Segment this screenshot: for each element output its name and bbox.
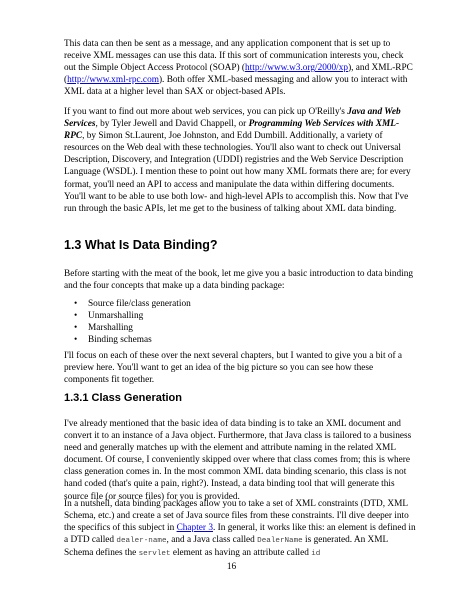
code-servlet: servlet <box>138 550 171 559</box>
code-dealername-class: DealerName <box>257 537 303 546</box>
paragraph-nutshell <box>64 498 416 560</box>
book-title-programming-web-services: Programming Web Services with XML-RPC <box>64 119 400 142</box>
bullet-icon: • <box>74 299 78 309</box>
paragraph-text: This data can then be sent as a message, and any application component that is set up to receive XML messages can use this data. If this sort of communication interests you, check out the Simple Object Access Protocol (SOAP) ( <box>64 39 404 74</box>
heading-class-generation: 1.3.1 Class Generation <box>64 392 182 404</box>
bullet-icon: • <box>74 335 78 346</box>
paragraph-soap-xmlrpc <box>64 38 416 98</box>
list-item-text: Unmarshalling <box>88 311 144 322</box>
list-item-text: Source file/class generation <box>88 299 191 309</box>
paragraph-text: , by Simon St.Laurent, Joe Johnston, and Edd Dumbill. Additionally, a variety of resources on the Web deal with these technologies. You'll also want to check out Universal Description, Discovery, and Integration (UDDI) registries and the Web Service Description Language (WSDL). I mention these to point out how many XML formats there are; for every format, you'll need an API to access and manipulate the data within differing documents. You'll want to be able to use both low- and high-level APIs to accomplish this. Now that I've run through the basic APIs, let me get to the business of talking about XML data binding. <box>64 131 411 214</box>
paragraph-text: ). Both offer XML-based messaging and allow you to interact with XML data at a higher level than SAX or object-based APIs. <box>64 75 408 98</box>
link-chapter-3[interactable]: Chapter 3 <box>176 523 213 534</box>
paragraph-text: In a nutshell, data binding packages allow you to take a set of XML constraints (DTD, XML Schema, etc.) and create a set of Java source files from these constraints. I'll dive deeper into the specifics of this subject in <box>64 499 409 534</box>
paragraph-text: If you want to find out more about web services, you can pick up O'Reilly's <box>64 107 348 117</box>
bullet-icon: • <box>74 311 78 322</box>
list-item-text: Binding schemas <box>88 335 152 346</box>
link-xml-rpc[interactable]: http://www.xml-rpc.com <box>67 75 159 86</box>
paragraph-text: is generated. An XML Schema defines the <box>64 535 388 559</box>
paragraph-text: element as having an attribute called <box>170 548 312 559</box>
list-item-text: Marshalling <box>88 323 133 334</box>
paragraph-class-generation: I've already mentioned that the basic idea of data binding is to take an XML document and convert it to an instance of a Java object. Furthermore, that Java class is tailored to a business need and generally matches up with the element and attribute naming in the related XML document. Of course, I conveniently skipped over where that class comes from; this is where class generation comes in. In the most common XML data binding scenario, this class is not hand coded (that's quite a pain, right?). Instead, a data binding tool that will generate this source file (or source files) for you is provided. <box>64 419 412 502</box>
page-number: 16 <box>226 562 237 572</box>
paragraph-web-services <box>64 106 416 215</box>
list-item <box>64 298 364 310</box>
code-dealer-name: dealer-name <box>116 537 167 546</box>
paragraph-text: ), and XML-RPC ( <box>64 63 413 86</box>
bullet-icon: • <box>74 323 78 334</box>
paragraph-preview: I'll focus on each of these over the next several chapters, but I wanted to give you a bit of a preview here. You'll want to get an idea of the big picture so you can see how these components fit together. <box>64 351 403 386</box>
link-w3-xp[interactable]: http://www.w3.org/2000/xp <box>245 63 349 74</box>
book-title-java-web-services: Java and Web Services <box>64 107 401 130</box>
paragraph-intro-data-binding: Before starting with the meat of the book, let me give you a basic introduction to data binding and the four concepts that make up a data binding package: <box>64 269 414 292</box>
paragraph-text: . In general, it works like this: an element is defined in a DTD called <box>64 523 416 546</box>
paragraph-text: , and a Java class called <box>166 535 258 546</box>
heading-what-is-data-binding: 1.3 What Is Data Binding? <box>64 238 218 252</box>
concept-list <box>64 298 364 346</box>
paragraph-text: , by Tyler Jewell and David Chappell, or <box>95 119 249 130</box>
list-item <box>64 334 364 346</box>
list-item <box>64 310 364 322</box>
list-item <box>64 322 364 334</box>
code-id: id <box>311 550 321 559</box>
